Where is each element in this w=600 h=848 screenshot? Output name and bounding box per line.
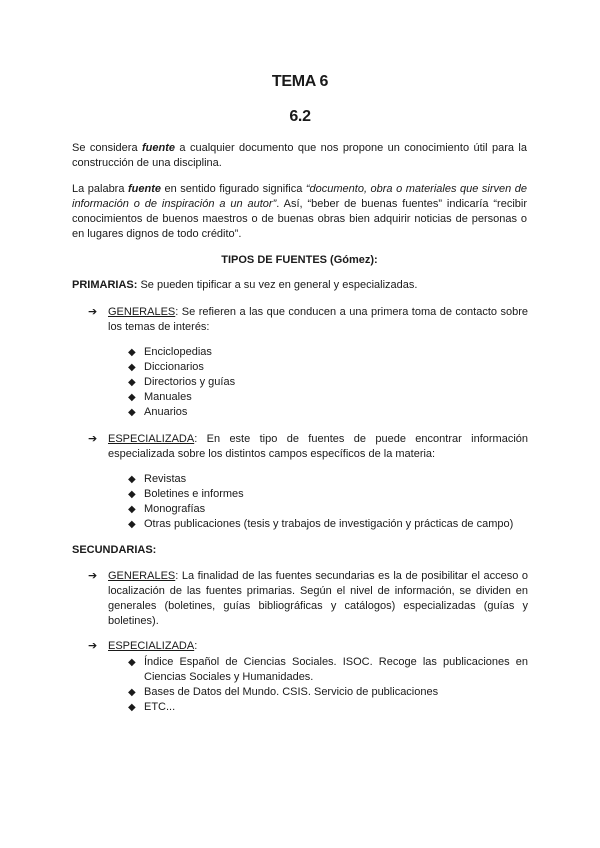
page-title: TEMA 6 — [271, 73, 329, 90]
arrow-icon: ➔ — [88, 433, 98, 445]
diamond-bullet-icon: ◆ — [128, 407, 136, 418]
diamond-bullet-icon: ◆ — [128, 377, 136, 388]
especializada-label: ESPECIALIZADA — [108, 433, 195, 445]
especializada-label: ESPECIALIZADA — [108, 640, 195, 652]
primarias-line: PRIMARIAS: Se pueden tipificar a su vez en general y especializadas. — [72, 279, 418, 291]
intro-paragraph-1: Se considera fuente a cualquier documento que nos propone un conocimiento útil para la construcción de una disciplina. — [72, 142, 527, 169]
generales-label: GENERALES — [108, 570, 176, 582]
list-item: ◆ Enciclopedias — [128, 346, 212, 358]
definition-quote: “documento, obra o materiales que sirven de información o de inspiración a un autor” — [72, 183, 527, 210]
diamond-bullet-icon: ◆ — [128, 347, 136, 358]
list-item: ◆ Otras publicaciones (tesis y trabajos de investigación y prácticas de campo) — [128, 518, 514, 530]
primarias-especializada-list — [128, 472, 528, 532]
diamond-bullet-icon: ◆ — [128, 504, 136, 515]
primarias-generales-list — [128, 345, 528, 420]
list-item: ◆ Directorios y guías — [128, 376, 236, 388]
term-fuente: fuente — [128, 183, 161, 195]
diamond-bullet-icon: ◆ — [128, 702, 136, 713]
list-item: ◆ Monografías — [128, 503, 206, 515]
primarias-label: PRIMARIAS: — [72, 279, 138, 291]
list-item: ◆ ETC... — [128, 701, 176, 713]
secundarias-especializada-block: ➔ ESPECIALIZADA: — [88, 640, 198, 652]
list-item: ◆ Manuales — [128, 391, 192, 403]
list-item: ◆ Revistas — [128, 473, 187, 485]
secundarias-label: SECUNDARIAS: — [72, 544, 157, 556]
intro-paragraph-2: La palabra fuente en sentido figurado significa “documento, obra o materiales que sirven de información o de inspiración a un autor”. Así, “beber de buenas fuentes” indicaría “recibir conocimientos de buenos maestros o de buenas obras bien adquirir noticias de personas o en lugares dignos de todo crédito”. — [72, 183, 527, 240]
diamond-bullet-icon: ◆ — [128, 474, 136, 485]
types-heading: TIPOS DE FUENTES (Gómez): — [221, 254, 378, 266]
arrow-icon: ➔ — [88, 306, 98, 318]
secundarias-generales-block: ➔ GENERALES: La finalidad de las fuentes secundarias es la de posibilitar el acceso o localización de las fuentes primarias. Según el nivel de información, se dividen en generales (boletines, guías bibliográficas y catálogos) especializadas (guías y boletines). — [88, 570, 528, 627]
diamond-bullet-icon: ◆ — [128, 392, 136, 403]
term-fuente: fuente — [142, 142, 175, 154]
arrow-icon: ➔ — [88, 640, 98, 652]
list-item: ◆ Bases de Datos del Mundo. CSIS. Servicio de publicaciones — [128, 686, 439, 698]
secundarias-especializada-list — [128, 655, 528, 715]
generales-label: GENERALES — [108, 306, 176, 318]
diamond-bullet-icon: ◆ — [128, 519, 136, 530]
list-item: ◆ Índice Español de Ciencias Sociales. ISOC. Recoge las publicaciones en Ciencias Sociales y Humanidades. — [128, 656, 528, 683]
list-item: ◆ Anuarios — [128, 406, 188, 418]
diamond-bullet-icon: ◆ — [128, 362, 136, 373]
diamond-bullet-icon: ◆ — [128, 687, 136, 698]
list-item: ◆ Boletines e informes — [128, 488, 244, 500]
primarias-especializada-block: ➔ ESPECIALIZADA: En este tipo de fuentes de puede encontrar información especializada sobre los distintos campos específicos de la materia: — [88, 433, 528, 460]
page-subtitle: 6.2 — [289, 108, 311, 125]
diamond-bullet-icon: ◆ — [128, 657, 136, 668]
list-item: ◆ Diccionarios — [128, 361, 204, 373]
diamond-bullet-icon: ◆ — [128, 489, 136, 500]
arrow-icon: ➔ — [88, 570, 98, 582]
primarias-generales-block: ➔ GENERALES: Se refieren a las que conducen a una primera toma de contacto sobre los temas de interés: — [88, 306, 528, 333]
